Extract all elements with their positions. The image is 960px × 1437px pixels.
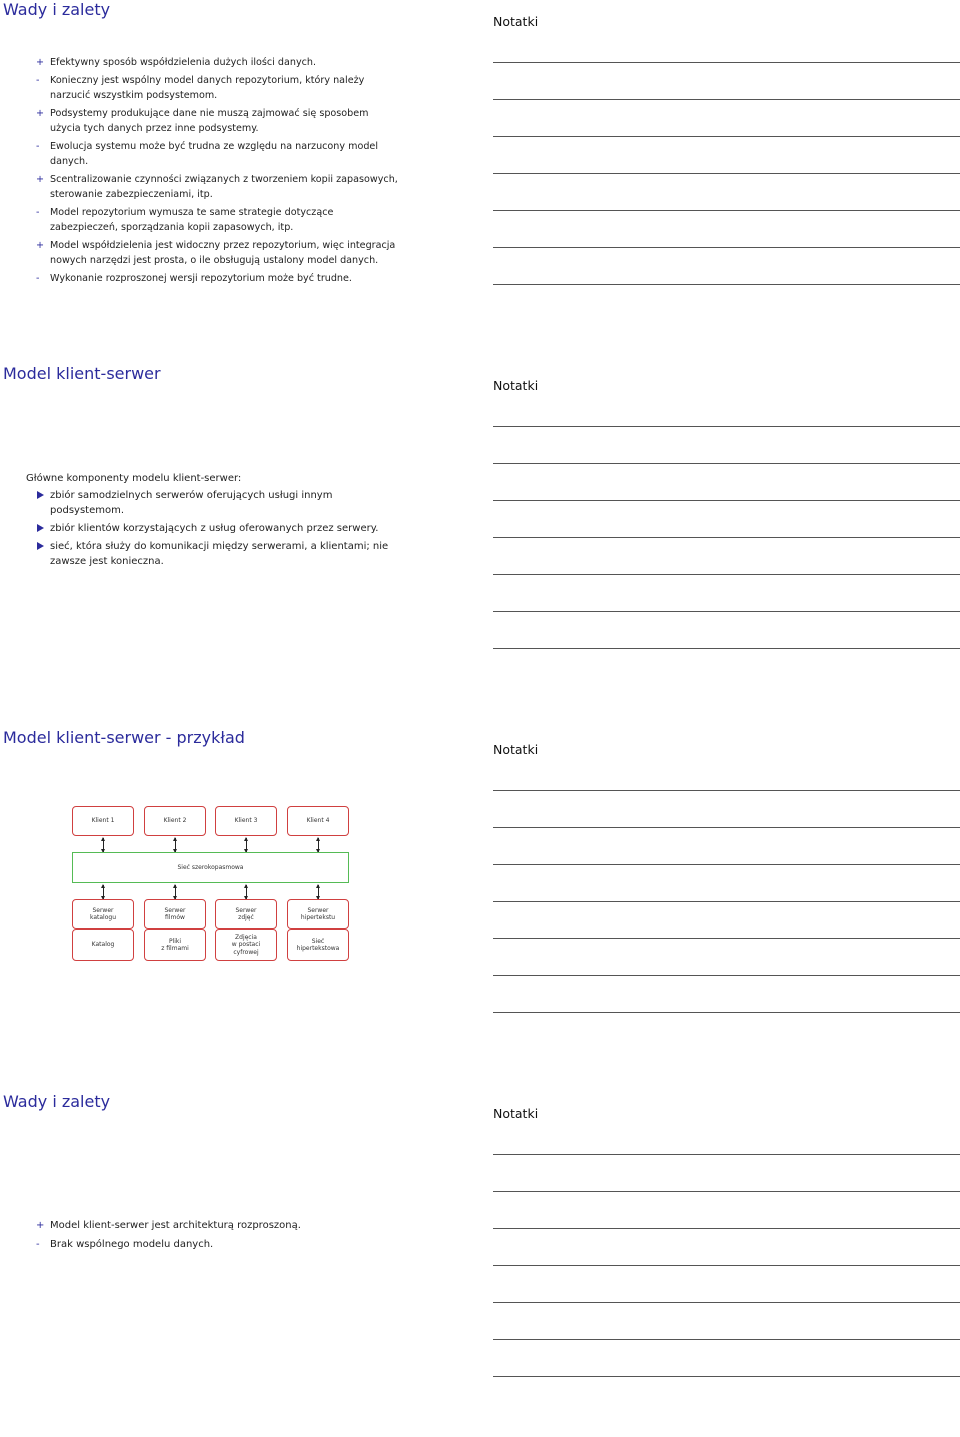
plus-icon: + [36, 1220, 45, 1231]
note-line [493, 173, 960, 174]
list-item [36, 205, 398, 235]
item-text: Ewolucja systemu może być trudna ze względu na narzucony model danych. [50, 141, 378, 167]
note-line [493, 210, 960, 211]
note-line [493, 648, 960, 649]
note-line [493, 1265, 960, 1266]
item-text: Model współdzielenia jest widoczny przez repozytorium, więc integracja nowych narzędzi jest prosta, o ile obsługują ustalony model danych. [50, 240, 396, 266]
slide-title: Model klient-serwer [3, 364, 161, 383]
bidirectional-arrow-icon [246, 885, 247, 899]
triangle-bullet-icon [37, 491, 44, 499]
slide-1 [0, 0, 960, 345]
slide-title: Wady i zalety [3, 1092, 111, 1111]
list-item [36, 172, 398, 202]
list-item [36, 55, 398, 70]
note-line [493, 1228, 960, 1229]
item-text: Wykonanie rozproszonej wersji repozytorium może być trudne. [50, 273, 352, 284]
notes-label: Notatki [493, 378, 539, 393]
triangle-bullet-icon [37, 524, 44, 532]
note-line [493, 500, 960, 501]
note-line [493, 537, 960, 538]
note-line [493, 284, 960, 285]
note-line [493, 574, 960, 575]
item-text: Konieczny jest wspólny model danych repozytorium, który należy narzucić wszystkim podsystemom. [50, 75, 365, 101]
note-line [493, 247, 960, 248]
plus-icon: + [36, 108, 45, 119]
network-box: Sieć szerokopasmowa [72, 852, 349, 883]
client-box: Klient 4 [287, 806, 349, 836]
item-text: Model repozytorium wymusza te same strategie dotyczące zabezpieczeń, sporządzania kopii zapasowych, itp. [50, 207, 334, 233]
note-line [493, 62, 960, 63]
note-line [493, 1012, 960, 1013]
pros-cons-list [36, 55, 398, 286]
list-item [36, 73, 398, 103]
note-line [493, 827, 960, 828]
intro-text: Główne komponenty modelu klient-serwer: [26, 473, 242, 484]
note-line [493, 611, 960, 612]
item-text: Model klient-serwer jest architekturą rozproszoną. [50, 1220, 301, 1231]
storage-box: Sieć hipertekstowa [287, 929, 349, 961]
minus-icon: - [36, 1239, 40, 1250]
client-box: Klient 2 [144, 806, 206, 836]
storage-box: Katalog [72, 929, 134, 961]
item-text: Efektywny sposób współdzielenia dużych ilości danych. [50, 57, 317, 68]
storage-box: Zdjęcia w postaci cyfrowej [215, 929, 277, 961]
note-line [493, 1154, 960, 1155]
note-line [493, 790, 960, 791]
server-box: Serwer hipertekstu [287, 899, 349, 929]
item-text: zbiór samodzielnych serwerów oferujących usługi innym podsystemom. [50, 490, 333, 516]
minus-icon: - [36, 75, 40, 86]
item-text: zbiór klientów korzystających z usług oferowanych przez serwery. [50, 523, 379, 534]
server-box: Serwer filmów [144, 899, 206, 929]
list-item [36, 139, 398, 169]
server-box: Serwer katalogu [72, 899, 134, 929]
note-line [493, 463, 960, 464]
note-line [493, 1191, 960, 1192]
triangle-bullet-icon [37, 542, 44, 550]
note-line [493, 1339, 960, 1340]
slide-title: Model klient-serwer - przykład [3, 728, 245, 747]
bidirectional-arrow-icon [318, 838, 319, 852]
bidirectional-arrow-icon [103, 885, 104, 899]
list-item [36, 238, 398, 268]
note-line [493, 938, 960, 939]
note-line [493, 1302, 960, 1303]
slide-title: Wady i zalety [3, 0, 111, 19]
item-text: sieć, która służy do komunikacji między serwerami, a klientami; nie zawsze jest konieczna. [50, 541, 389, 567]
slide-3 [0, 728, 960, 1073]
note-line [493, 136, 960, 137]
note-line [493, 864, 960, 865]
notes-label: Notatki [493, 14, 539, 29]
list-item [36, 488, 398, 518]
slide-2 [0, 364, 960, 709]
server-box: Serwer zdjęć [215, 899, 277, 929]
list-item [36, 1237, 398, 1252]
bidirectional-arrow-icon [318, 885, 319, 899]
components-list [36, 488, 398, 569]
list-item [36, 539, 398, 569]
minus-icon: - [36, 273, 40, 284]
minus-icon: - [36, 207, 40, 218]
list-item [36, 271, 398, 286]
slide-4 [0, 1092, 960, 1437]
item-text: Scentralizowanie czynności związanych z tworzeniem kopii zapasowych, sterowanie zabezpieczeniami, itp. [50, 174, 398, 200]
client-box: Klient 1 [72, 806, 134, 836]
item-text: Podsystemy produkujące dane nie muszą zajmować się sposobem użycia tych danych przez inne podsystemy. [50, 108, 369, 134]
note-line [493, 99, 960, 100]
minus-icon: - [36, 141, 40, 152]
notes-label: Notatki [493, 1106, 539, 1121]
note-line [493, 426, 960, 427]
plus-icon: + [36, 240, 45, 251]
item-text: Brak wspólnego modelu danych. [50, 1239, 214, 1250]
list-item [36, 106, 398, 136]
client-box: Klient 3 [215, 806, 277, 836]
bidirectional-arrow-icon [175, 838, 176, 852]
bidirectional-arrow-icon [103, 838, 104, 852]
note-line [493, 1376, 960, 1377]
list-item [36, 521, 398, 536]
list-item [36, 1218, 398, 1233]
storage-box: Pliki z filmami [144, 929, 206, 961]
pros-cons-list [36, 1218, 398, 1252]
note-line [493, 975, 960, 976]
notes-label: Notatki [493, 742, 539, 757]
bidirectional-arrow-icon [246, 838, 247, 852]
plus-icon: + [36, 174, 45, 185]
bidirectional-arrow-icon [175, 885, 176, 899]
plus-icon: + [36, 57, 45, 68]
note-line [493, 901, 960, 902]
